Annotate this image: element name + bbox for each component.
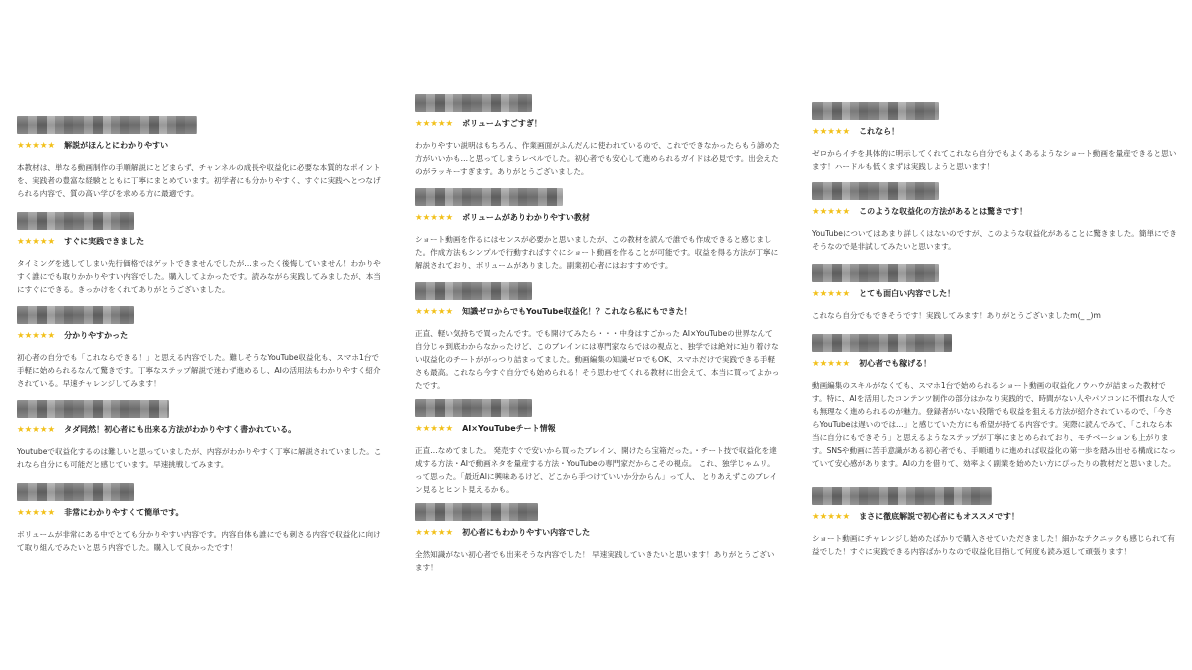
review-card	[812, 264, 1177, 322]
blurred-reviewer-name	[415, 188, 563, 206]
review-title: ボリュームがありわかりやすい教材	[462, 213, 590, 222]
review-card	[415, 399, 780, 496]
review-title: タダ同然！初心者にも出来る方法がわかりやすく書かれている。	[64, 425, 297, 434]
review-title: これなら！	[859, 127, 900, 136]
review-title: とても面白い内容でした！	[859, 289, 956, 298]
review-card	[415, 94, 780, 178]
review-title: ボリュームすごすぎ！	[462, 119, 542, 128]
rating-stars-icon: ★★★★★	[415, 528, 454, 538]
blurred-reviewer-name	[17, 483, 134, 501]
review-body: これなら自分でもできそうです！実践してみます！ありがとうございましたm(_ _)m	[812, 311, 1101, 320]
rating-stars-icon: ★★★★★	[415, 307, 454, 317]
review-title: すぐに実践できました	[64, 237, 145, 246]
review-card	[415, 188, 780, 272]
review-title: このような収益化の方法があるとは驚きです！	[859, 207, 1028, 216]
review-card	[17, 116, 382, 200]
review-body: ショート動画を作るにはセンスが必要かと思いましたが、この教材を読んで誰でも作成できると感じました。作成方法もシンプルで行動すればすぐにショート動画を作ることが可能です。収益を得る方法が丁寧に解説されており、ボリュームがありました。副業初心者にはおすすめです。	[415, 235, 779, 270]
review-card	[17, 306, 382, 390]
rating-stars-icon: ★★★★★	[415, 119, 454, 129]
blurred-reviewer-name	[415, 399, 532, 417]
review-body: 正直、軽い気持ちで買ったんです。でも開けてみたら・・・中身はすごかった AI×YouTubeの世界なんて自分じゃ到底わからなかったけど、このブレインには専門家ならではの視点と、独学では絶対に辿り着けない収益化のチートががっつり詰まってました。動画編集の知識ゼロでもOK、スマホだけで実践できる手軽さも最高。これなら今すぐ自分でも始められる！そう思わせてくれる教材に出会えて、本当に買ってよかったです。	[415, 329, 780, 390]
rating-stars-icon: ★★★★★	[812, 127, 851, 137]
blurred-reviewer-name	[812, 487, 992, 505]
review-body: 初心者の自分でも「これならできる！」と思える内容でした。難しそうなYouTube収益化も、スマホ1台で手軽に始められるなんて驚きです。丁寧なステップ解説で迷わず進めるし、AIの活用法もわかりやすく紹介されている。早速チャレンジしてみます！	[17, 353, 381, 388]
review-title: まさに徹底解説で初心者にもオススメです！	[859, 512, 1020, 521]
review-body: Youtubeで収益化するのは難しいと思っていましたが、内容がわかりやすく丁寧に解説されていました。これなら自分にも可能だと感じています。早速挑戦してみます。	[17, 447, 382, 469]
review-title: 知識ゼロからでもYouTube収益化！？これなら私にもできた！	[462, 307, 692, 316]
review-title: 非常にわかりやすくて簡単です。	[64, 508, 184, 517]
review-title: 解説がほんとにわかりやすい	[64, 141, 169, 150]
rating-stars-icon: ★★★★★	[17, 331, 56, 341]
review-card	[415, 503, 780, 574]
rating-stars-icon: ★★★★★	[17, 237, 56, 247]
blurred-reviewer-name	[415, 282, 532, 300]
blurred-reviewer-name	[17, 116, 197, 134]
rating-stars-icon: ★★★★★	[812, 289, 851, 299]
rating-stars-icon: ★★★★★	[17, 141, 56, 151]
review-card	[17, 400, 382, 471]
blurred-reviewer-name	[812, 102, 939, 120]
review-body: タイミングを逃してしまい先行価格ではゲットできませんでしたが…まったく後悔していません！わかりやすく誰にでも取りかかりやすい内容でした。購入してよかったです。読みながら実践してみましたが、本当にすぐにできる。きっかけをくれてありがとうございました。	[17, 259, 381, 294]
rating-stars-icon: ★★★★★	[415, 213, 454, 223]
review-card	[812, 102, 1177, 173]
rating-stars-icon: ★★★★★	[812, 359, 851, 369]
review-card	[17, 483, 382, 554]
blurred-reviewer-name	[812, 264, 939, 282]
review-title: 初心者でも稼げる！	[859, 359, 932, 368]
review-body: 全然知識がない初心者でも出来そうな内容でした！ 早速実践していきたいと思います！ありがとうございます！	[415, 550, 775, 572]
rating-stars-icon: ★★★★★	[17, 508, 56, 518]
review-title: 分かりやすかった	[64, 331, 129, 340]
blurred-reviewer-name	[17, 212, 134, 230]
review-body: YouTubeについてはあまり詳しくはないのですが、このような収益化があることに驚きました。簡単にできそうなので是非試してみたいと思います。	[812, 229, 1177, 251]
review-title: AI×YouTubeチート情報	[462, 424, 556, 433]
blurred-reviewer-name	[17, 306, 134, 324]
rating-stars-icon: ★★★★★	[812, 512, 851, 522]
review-card	[812, 487, 1177, 558]
review-body: ボリュームが非常にある中でとても分かりやすい内容です。内容自体も誰にでも刺さる内容で収益化に向けて取り組んでみたいと思う内容でした。購入して良かったです！	[17, 530, 381, 552]
review-body: 本教材は、単なる動画制作の手順解説にとどまらず、チャンネルの成長や収益化に必要な本質的なポイントを、実践者の豊富な経験とともに丁寧にまとめています。初学者にも分かりやすく、すぐに実践へとつなげられる内容で、質の高い学びを求める方に最適です。	[17, 163, 381, 198]
review-body: 動画編集のスキルがなくても、スマホ1台で始められるショート動画の収益化ノウハウが詰まった教材です。特に、AIを活用したコンテンツ制作の部分はかなり実践的で、時間がない人やパソコンに不慣れな人でも無理なく進められるのが魅力。登録者がいない段階でも収益を狙える方法が紹介されているので、「今さらYouTubeは遅いのでは…」と感じていた方にも希望が持てる内容です。実際に読んでみて、「これなら本当に自分にもできそう」と思えるようなステップが丁寧にまとめられており、モチベーションも上がります。SNSや動画に苦手意識がある初心者でも、手順通りに進めれば収益化の第一歩を踏み出せる構成になっていて安心感があります。AIの力を借りて、効率よく副業を始めたい方にぴったりの教材だと思いました。	[812, 381, 1177, 468]
review-body: ショート動画にチャレンジし始めたばかりで購入させていただきました！細かなテクニックも感じられて有益でした！すぐに実践できる内容ばかりなので収益化目指して何度も読み返して頑張ります！	[812, 534, 1175, 556]
rating-stars-icon: ★★★★★	[415, 424, 454, 434]
review-body: ゼロからイチを具体的に明示してくれてこれなら自分でもよくあるようなショート動画を量産できると思います！ハードルも低くまずは実践しようと思います！	[812, 149, 1177, 171]
blurred-reviewer-name	[812, 334, 952, 352]
review-card	[17, 212, 382, 296]
review-card	[415, 282, 780, 392]
review-body: わかりやすい説明はもちろん、作業画面がふんだんに使われているので、これでできなかったらもう諦めた方がいいかも…と思ってしまうレベルでした。初心者でも安心して進められるガイドは必見です。出会えたのがラッキーすぎます。ありがとうございました。	[415, 141, 780, 176]
review-card	[812, 334, 1177, 470]
blurred-reviewer-name	[415, 94, 532, 112]
review-body: 正直…なめてました。 発売すぐで安いから買ったブレイン、開けたら宝箱だった。・チート技で収益化を達成する方法・AIで動画ネタを量産する方法・YouTubeの専門家だからこその視点。 これ、独学じゃムリ。って思った。「最近AIに興味あるけど、どこから手つけていいか分からん」って人、 とりあえずこのブレイン見るとヒント見えるかも。	[415, 446, 778, 494]
rating-stars-icon: ★★★★★	[17, 425, 56, 435]
blurred-reviewer-name	[415, 503, 538, 521]
rating-stars-icon: ★★★★★	[812, 207, 851, 217]
review-title: 初心者にもわかりやすい内容でした	[462, 528, 591, 537]
blurred-reviewer-name	[17, 400, 169, 418]
review-card	[812, 182, 1177, 253]
blurred-reviewer-name	[812, 182, 939, 200]
